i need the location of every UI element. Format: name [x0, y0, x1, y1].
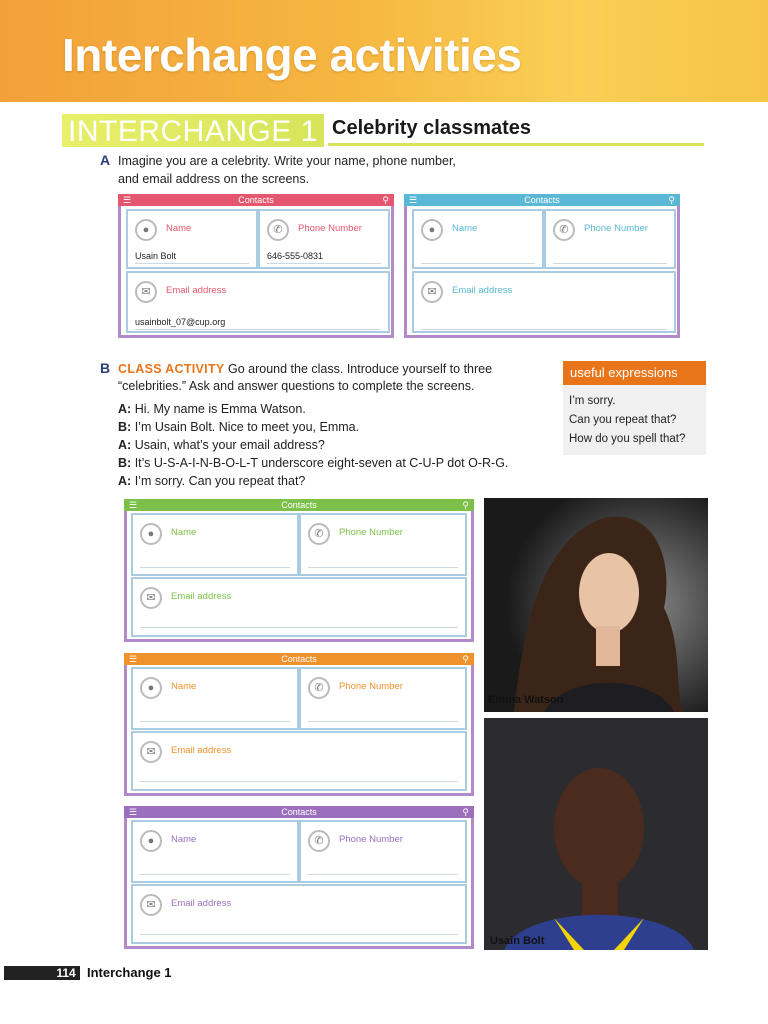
email-cell[interactable] [131, 884, 467, 944]
envelope-icon: ✉ [135, 281, 157, 303]
envelope-icon: ✉ [140, 587, 162, 609]
contact-card-title: Contacts [524, 195, 560, 205]
phone-line [267, 263, 381, 264]
speaker: B: [118, 456, 132, 470]
phone-label: Phone Number [298, 223, 362, 234]
dialogue-line [118, 418, 359, 436]
menu-icon: ☰ [129, 807, 138, 817]
name-cell[interactable] [412, 209, 544, 269]
email-line [140, 934, 458, 935]
page-title: Interchange activities [62, 29, 522, 81]
dialogue-text: It’s U-S-A-I-N-B-O-L-T underscore eight-seven at C-U-P dot O-R-G. [134, 456, 509, 470]
search-icon: ⚲ [462, 500, 469, 510]
celebrity-photo-1-art [484, 498, 708, 712]
name-label: Name [452, 223, 478, 234]
phone-icon: ✆ [267, 219, 289, 241]
name-label: Name [166, 223, 192, 234]
celebrity-photo-2-art [484, 718, 708, 950]
celebrity-photo-2 [484, 718, 708, 950]
envelope-icon: ✉ [140, 741, 162, 763]
part-b-instruction-1: Go around the class. Introduce yourself to three [228, 362, 493, 376]
phone-icon: ✆ [553, 219, 575, 241]
email-label: Email address [171, 591, 232, 602]
interchange-badge-label: INTERCHANGE 1 [68, 115, 318, 148]
contact-card-orange [124, 653, 474, 796]
part-b-line-1 [118, 360, 492, 378]
phone-cell[interactable] [544, 209, 676, 269]
email-line [135, 329, 381, 330]
email-label: Email address [171, 898, 232, 909]
person-icon: ● [421, 219, 443, 241]
dialogue-line [118, 436, 325, 454]
person-icon: ● [140, 523, 162, 545]
envelope-icon: ✉ [140, 894, 162, 916]
footer-unit-label: Interchange 1 [87, 965, 172, 980]
phone-line [308, 567, 458, 568]
email-line [140, 781, 458, 782]
page-number: 114 [52, 966, 80, 980]
phone-icon: ✆ [308, 677, 330, 699]
phone-cell[interactable] [299, 513, 467, 576]
photo-caption-2: Usain Bolt [490, 935, 545, 947]
name-line [140, 567, 290, 568]
email-cell[interactable] [131, 577, 467, 637]
menu-icon: ☰ [123, 195, 132, 205]
name-line [140, 874, 290, 875]
name-cell[interactable] [131, 513, 299, 576]
person-icon: ● [140, 677, 162, 699]
name-label: Name [171, 527, 197, 538]
search-icon: ⚲ [462, 654, 469, 664]
phone-icon: ✆ [308, 523, 330, 545]
dialogue-text: I’m Usain Bolt. Nice to meet you, Emma. [134, 420, 360, 434]
name-cell[interactable] [131, 820, 299, 883]
contact-card-header [124, 499, 474, 511]
envelope-icon: ✉ [421, 281, 443, 303]
useful-expressions-title: useful expressions [570, 365, 678, 380]
phone-cell[interactable] [299, 820, 467, 883]
menu-icon: ☰ [129, 654, 138, 664]
dialogue-line [118, 472, 305, 490]
person-icon: ● [135, 219, 157, 241]
phone-cell [258, 209, 390, 269]
name-value: Usain Bolt [135, 251, 177, 261]
email-cell[interactable] [131, 731, 467, 791]
contact-card-title: Contacts [238, 195, 274, 205]
speaker: A: [118, 438, 132, 452]
email-label: Email address [166, 285, 227, 296]
speaker: A: [118, 402, 132, 416]
name-label: Name [171, 681, 197, 692]
email-label: Email address [171, 745, 232, 756]
contact-card-header [124, 806, 474, 818]
search-icon: ⚲ [382, 195, 389, 205]
contact-card-green [124, 499, 474, 642]
contact-card-title: Contacts [281, 654, 317, 664]
email-cell[interactable] [412, 271, 676, 333]
useful-expression: Can you repeat that? [569, 414, 677, 426]
contact-card-title: Contacts [281, 807, 317, 817]
name-label: Name [171, 834, 197, 845]
contact-card-header [404, 194, 680, 206]
email-line [140, 627, 458, 628]
speaker: B: [118, 420, 132, 434]
section-title: Celebrity classmates [332, 117, 532, 139]
phone-label: Phone Number [339, 834, 403, 845]
useful-expression: How do you spell that? [569, 433, 686, 445]
part-b-letter: B [100, 360, 111, 376]
email-label: Email address [452, 285, 513, 296]
photo-caption-1: Emma Watson [488, 694, 564, 706]
dialogue-text: I’m sorry. Can you repeat that? [134, 474, 306, 488]
dialogue-text: Usain, what’s your email address? [134, 438, 325, 452]
menu-icon: ☰ [409, 195, 418, 205]
name-line [140, 721, 290, 722]
part-a-line-1: Imagine you are a celebrity. Write your name, phone number, [118, 154, 456, 168]
phone-value: 646-555-0831 [267, 251, 324, 261]
part-a-letter: A [100, 152, 111, 168]
name-cell [126, 209, 258, 269]
contact-card-example [118, 194, 394, 338]
phone-line [308, 874, 458, 875]
menu-icon: ☰ [129, 500, 138, 510]
celebrity-photo-1 [484, 498, 708, 712]
useful-expressions-header [563, 361, 706, 385]
part-b-line-2: “celebrities.” Ask and answer questions to complete the screens. [118, 379, 475, 393]
contact-card-header [118, 194, 394, 206]
part-a-line-2: and email address on the screens. [118, 172, 310, 186]
email-line [421, 329, 667, 330]
speaker: A: [118, 474, 132, 488]
phone-line [308, 721, 458, 722]
contact-card-title: Contacts [281, 500, 317, 510]
class-activity-label: CLASS ACTIVITY [118, 362, 225, 376]
name-line [421, 263, 535, 264]
phone-label: Phone Number [339, 681, 403, 692]
section-title-underline [328, 143, 704, 146]
contact-card-purple [124, 806, 474, 949]
dialogue-text: Hi. My name is Emma Watson. [134, 402, 306, 416]
email-cell [126, 271, 390, 333]
search-icon: ⚲ [462, 807, 469, 817]
name-cell[interactable] [131, 667, 299, 730]
name-line [135, 263, 249, 264]
phone-cell[interactable] [299, 667, 467, 730]
search-icon: ⚲ [668, 195, 675, 205]
footer-bar [4, 966, 52, 980]
phone-line [553, 263, 667, 264]
contact-card-blank [404, 194, 680, 338]
phone-label: Phone Number [584, 223, 648, 234]
phone-label: Phone Number [339, 527, 403, 538]
useful-expression: I’m sorry. [569, 395, 616, 407]
person-icon: ● [140, 830, 162, 852]
dialogue-line [118, 454, 508, 472]
email-value: usainbolt_07@cup.org [135, 317, 226, 327]
dialogue-line [118, 400, 306, 418]
phone-icon: ✆ [308, 830, 330, 852]
contact-card-header [124, 653, 474, 665]
